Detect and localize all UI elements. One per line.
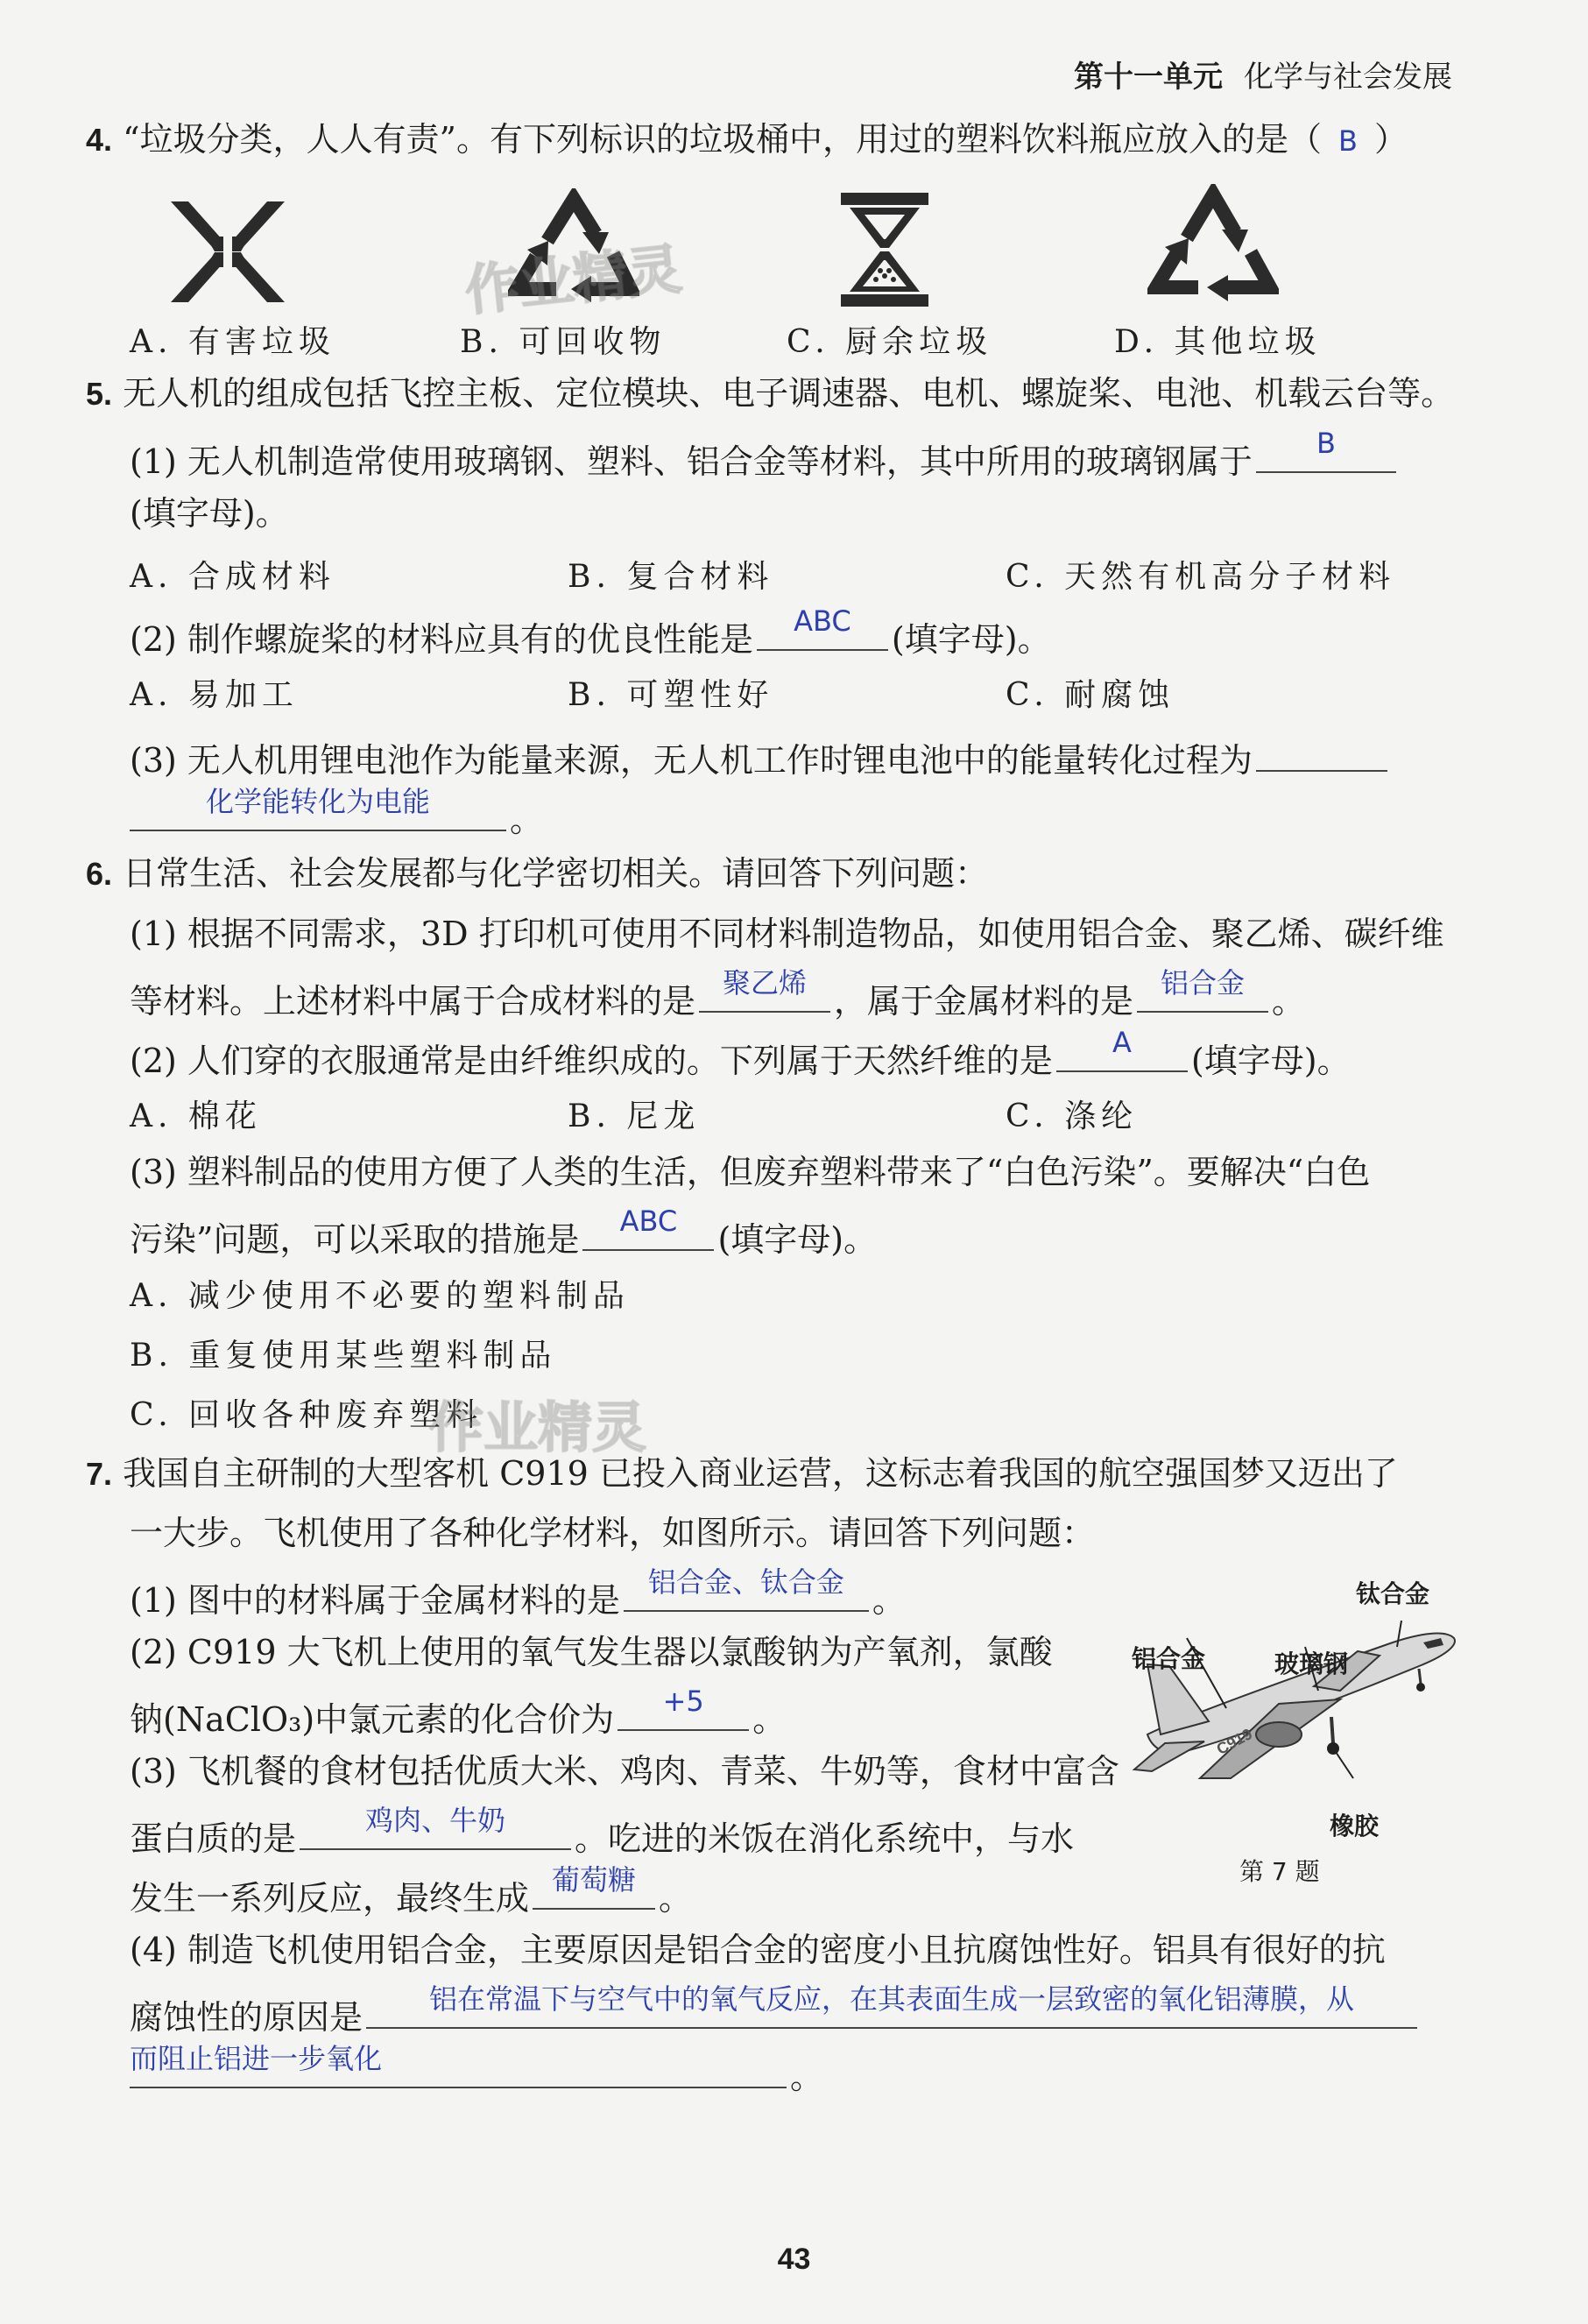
- q7-part3-line1: (3) 飞机餐的食材包括优质大米、鸡肉、青菜、牛奶等，食材中富含: [130, 1752, 1119, 1791]
- q5-p3-answer-line1: [1256, 731, 1387, 772]
- q4-option-c: C. 厨余垃圾: [787, 324, 993, 360]
- q7-p2-answer: +5: [618, 1691, 749, 1731]
- unit-title: 化学与社会发展: [1244, 60, 1452, 95]
- q7-part4-line1: (4) 制造飞机使用铝合金，主要原因是铝合金的密度小且抗腐蚀性好。铝具有很好的抗: [130, 1931, 1386, 1969]
- q6-p2-option-a: A. 棉花: [130, 1098, 262, 1134]
- question-7-stem-line1: 7. 我国自主研制的大型客机 C919 已投入商业运营，这标志着我国的航空强国梦又迈出了: [86, 1454, 1398, 1493]
- q6-part3-line1: (3) 塑料制品的使用方便了人类的生活，但废弃塑料带来了“白色污染”。要解决“白色: [130, 1153, 1371, 1191]
- q5-p2-answer: ABC: [757, 611, 888, 651]
- plane-livery-text: C919: [1213, 1725, 1255, 1758]
- q4-option-a: A. 有害垃圾: [130, 324, 335, 360]
- question-5-stem: 5. 无人机的组成包括飞控主板、定位模块、电子调速器、电机、螺旋桨、电池、机载云台等。: [86, 374, 1455, 413]
- q5-p3-answer: 化学能转化为电能: [130, 791, 506, 831]
- page-number: 43: [777, 2243, 811, 2276]
- q5-p1-answer: B: [1256, 433, 1396, 473]
- q6-p3-option-a: A. 减少使用不必要的塑料制品: [130, 1278, 630, 1314]
- q7-p3-answer2: 葡萄糖: [533, 1869, 655, 1910]
- q6-p2-answer: A: [1056, 1032, 1188, 1072]
- label-aluminum-alloy: 铝合金: [1132, 1644, 1206, 1673]
- q6-part3-line2: 污染”问题，可以采取的措施是 ABC (填字母)。: [130, 1204, 878, 1259]
- q6-p2-option-c: C. 涤纶: [1006, 1098, 1139, 1134]
- q4-option-d: D. 其他垃圾: [1114, 324, 1322, 360]
- q6-p3-option-c: C. 回收各种废弃塑料: [130, 1397, 483, 1433]
- q6-part2: (2) 人们穿的衣服通常是由纤维织成的。下列属于天然纤维的是 A (填字母)。: [130, 1026, 1351, 1080]
- figure-caption: 第 7 题: [1239, 1857, 1320, 1886]
- q5-part1-tail: (填字母)。: [130, 494, 289, 533]
- q7-p4-answer-line1: 铝在常温下与空气中的氧气反应，在其表面生成一层致密的氧化铝薄膜，从: [366, 1988, 1417, 2029]
- q7-part2-line1: (2) C919 大飞机上使用的氧气发生器以氯酸钠为产氧剂，氯酸: [130, 1633, 1053, 1671]
- q5-p2-option-a: A. 易加工: [130, 677, 299, 713]
- q5-part2: (2) 制作螺旋桨的材料应具有的优良性能是 ABC (填字母)。: [130, 604, 1051, 659]
- label-titanium-alloy: 钛合金: [1356, 1579, 1430, 1608]
- label-fiberglass: 玻璃钢: [1274, 1649, 1349, 1678]
- q6-p1-answer2: 铝合金: [1137, 972, 1268, 1013]
- q7-part4-line3: 而阻止铝进一步氧化 。: [130, 2042, 824, 2096]
- q6-p3-option-b: B. 重复使用某些塑料制品: [130, 1338, 557, 1374]
- watermark-top: 作业精灵: [462, 237, 685, 323]
- q7-part3-line2: 蛋白质的是 鸡肉、牛奶 。吃进的米饭在消化系统中，与水: [130, 1804, 1075, 1858]
- q5-p1-option-a: A. 合成材料: [130, 559, 335, 595]
- page-header: [1074, 53, 1452, 95]
- q4-option-b: B. 可回收物: [460, 324, 667, 360]
- q5-p2-option-b: B. 可塑性好: [568, 677, 774, 713]
- q5-part1: (1) 无人机制造常使用玻璃钢、塑料、铝合金等材料，其中所用的玻璃钢属于 B: [130, 433, 1400, 483]
- c919-label-layer: [1130, 1603, 1463, 1805]
- q5-part3-line2: 化学能转化为电能 。: [130, 791, 543, 841]
- question-6-stem: 6. 日常生活、社会发展都与化学密切相关。请回答下列问题：: [86, 854, 989, 893]
- q5-p1-option-c: C. 天然有机高分子材料: [1006, 559, 1396, 595]
- kitchen-waste-icon: [836, 188, 933, 311]
- q7-p1-answer: 铝合金、钛合金: [624, 1572, 869, 1612]
- q4-answer: B: [1338, 124, 1358, 158]
- q6-p1-answer1: 聚乙烯: [699, 972, 830, 1013]
- q5-p1-option-b: B. 复合材料: [568, 559, 774, 595]
- q5-p2-option-c: C. 耐腐蚀: [1006, 677, 1175, 713]
- other-waste-icon: [1147, 184, 1279, 307]
- q6-p3-answer: ABC: [582, 1211, 714, 1251]
- q7-part2-line2: 钠(NaClO₃)中氯元素的化合价为 +5 。: [130, 1685, 787, 1739]
- unit-label: 第十一单元: [1074, 60, 1223, 95]
- q7-part1: (1) 图中的材料属于金属材料的是 铝合金、钛合金 。: [130, 1565, 906, 1620]
- q7-part3-line3: 发生一系列反应，最终生成 葡萄糖 。: [130, 1863, 693, 1918]
- watermark-middle: 作业精灵: [429, 1395, 647, 1459]
- q6-p2-option-b: B. 尼龙: [568, 1098, 701, 1134]
- q6-part1-line2: 等材料。上述材料中属于合成材料的是 聚乙烯 ，属于金属材料的是 铝合金 。: [130, 966, 1306, 1021]
- q7-p3-answer1: 鸡肉、牛奶: [300, 1810, 571, 1850]
- q7-part4-line2: 腐蚀性的原因是 铝在常温下与空气中的氧气反应，在其表面生成一层致密的氧化铝薄膜，从: [130, 1988, 1421, 2038]
- q5-part3: (3) 无人机用锂电池作为能量来源，无人机工作时锂电池中的能量转化过程为: [130, 731, 1391, 781]
- question-7-stem-line2: 一大步。飞机使用了各种化学材料，如图所示。请回答下列问题：: [130, 1514, 1096, 1552]
- question-4-stem: 4. “垃圾分类，人人有责”。有下列标识的垃圾桶中，用过的塑料饮料瓶应放入的是（ B ）: [86, 118, 1408, 162]
- hazardous-waste-icon: [166, 197, 289, 307]
- q7-p4-answer-line2: 而阻止铝进一步氧化: [130, 2048, 787, 2088]
- label-rubber: 橡胶: [1330, 1812, 1380, 1840]
- q6-part1-line1: (1) 根据不同需求，3D 打印机可使用不同材料制造物品，如使用铝合金、聚乙烯、碳纤维: [130, 915, 1444, 953]
